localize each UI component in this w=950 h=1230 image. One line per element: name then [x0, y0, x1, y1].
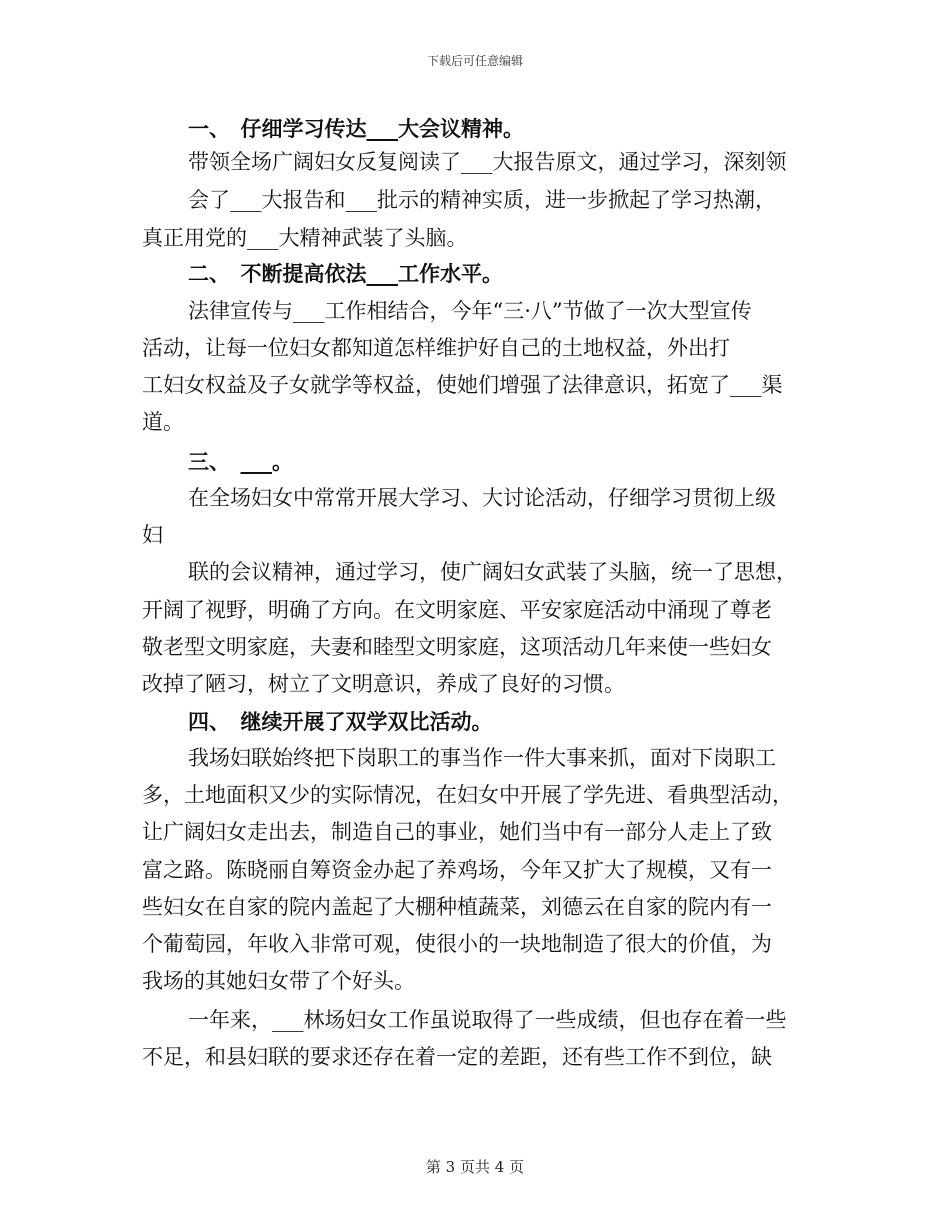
paragraph-line: 让广阔妇女走出去，制造自己的事业，她们当中有一部分人走上了致 — [142, 820, 772, 844]
page-footer: 第 3 页共 4 页 — [425, 1158, 525, 1176]
paragraph-line: 带领全场广阔妇女反复阅读了___大报告原文，通过学习，深刻领 — [188, 150, 787, 174]
paragraph-line: 联的会议精神，通过学习，使广阔妇女武装了头脑，统一了思想， — [188, 560, 797, 584]
section-heading-3: 三、 ___。 — [188, 449, 293, 474]
section-heading-4: 四、 继续开展了双学双比活动。 — [188, 709, 493, 734]
paragraph-line: 不足，和县妇联的要求还存在着一定的差距，还有些工作不到位，缺 — [142, 1045, 772, 1069]
paragraph-line: 富之路。陈晓丽自筹资金办起了养鸡场，今年又扩大了规模，又有一 — [142, 858, 772, 882]
paragraph-line: 在全场妇女中常常开展大学习、大讨论活动，仔细学习贯彻上级 — [188, 486, 776, 510]
paragraph-line: 些妇女在自家的院内盖起了大棚种植蔬菜，刘德云在自家的院内有一 — [142, 895, 772, 919]
paragraph-line: 敬老型文明家庭，夫妻和睦型文明家庭，这项活动几年来使一些妇女 — [142, 635, 772, 659]
paragraph-line: 法律宣传与___工作相结合，今年“三·八”节做了一次大型宣传 — [188, 299, 752, 323]
paragraph-line: 妇 — [142, 523, 163, 547]
page-header: 下载后可任意编辑 — [426, 54, 523, 68]
paragraph-line: 改掉了陋习，树立了文明意识，养成了良好的习惯。 — [142, 672, 625, 696]
paragraph-line: 道。 — [142, 410, 184, 434]
paragraph-line: 工妇女权益及子女就学等权益，使她们增强了法律意识，拓宽了___渠 — [142, 373, 783, 397]
paragraph-line: 我场的其她妇女带了个好头。 — [142, 969, 415, 993]
paragraph-line: 会了___大报告和___批示的精神实质，进一步掀起了学习热潮， — [188, 188, 776, 212]
paragraph-line: 我场妇联始终把下岗职工的事当作一件大事来抓，面对下岗职工 — [188, 746, 776, 770]
paragraph-line: 多，土地面积又少的实际情况，在妇女中开展了学先进、看典型活动， — [142, 783, 793, 807]
paragraph-line: 开阔了视野，明确了方向。在文明家庭、平安家庭活动中涌现了尊老 — [142, 598, 772, 622]
paragraph-line: 真正用党的___大精神武装了头脑。 — [142, 226, 468, 250]
section-heading-2: 二、 不断提高依法___工作水平。 — [188, 261, 503, 286]
section-heading-1: 一、 仔细学习传达___大会议精神。 — [188, 116, 524, 141]
paragraph-line: 一年来，___林场妇女工作虽说取得了一些成绩，但也存在着一些 — [188, 1008, 787, 1032]
paragraph-line: 活动，让每一位妇女都知道怎样维护好自己的土地权益，外出打 — [142, 336, 730, 360]
paragraph-line: 个葡萄园，年收入非常可观，使很小的一块地制造了很大的价值，为 — [142, 932, 772, 956]
